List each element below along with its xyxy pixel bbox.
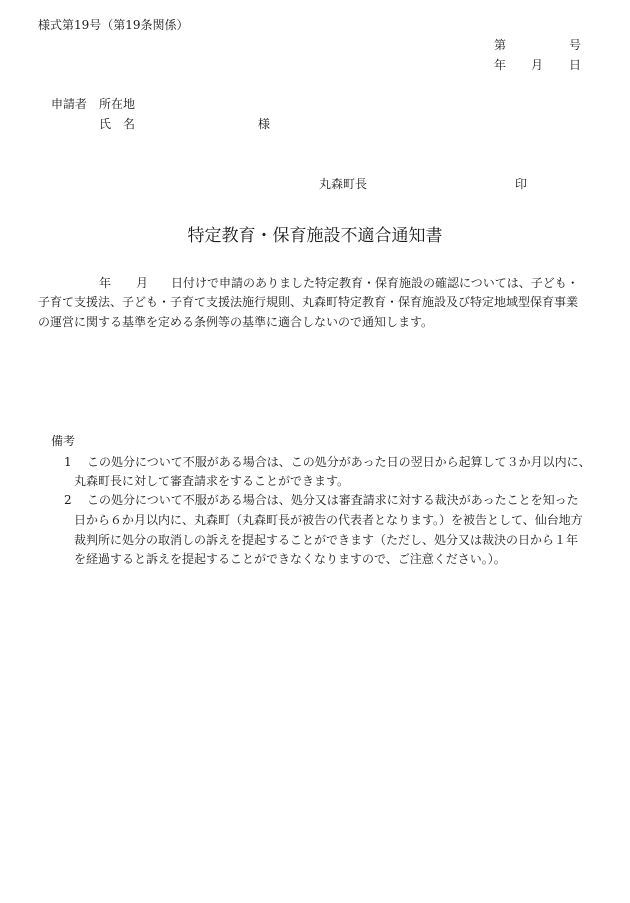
- body-line-2: 子育て支援法、子ども・子育て支援法施行規則、丸森町特定教育・保育施設及び特定地域型保育事業: [38, 295, 579, 309]
- honorific: 様: [258, 117, 271, 131]
- note-1-line-1: この処分について不服がある場合は、この処分があった日の翌日から起算して３か月以内に、: [87, 455, 591, 469]
- note-1-line-2: 丸森町長に対して審査請求をすることができます。: [74, 474, 350, 488]
- body-month: 月: [136, 276, 149, 290]
- name-label: 氏 名: [99, 117, 136, 131]
- notes-heading: 備考: [51, 434, 76, 448]
- note-2-line-3: 裁判所に処分の取消しの訴えを提起することができます（ただし、処分又は裁決の日から１年: [74, 533, 579, 547]
- note-1-number: 1: [64, 455, 72, 469]
- body-line-3: の運営に関する基準を定める条例等の基準に適合しないので通知します。: [38, 315, 434, 329]
- note-2-number: 2: [64, 493, 72, 507]
- body-line-1: 日付けで申請のありました特定教育・保育施設の確認については、子ども・: [171, 276, 579, 290]
- note-2-line-2: 日から６か月以内に、丸森町（丸森町長が被告の代表者となります。）を被告として、仙台地方: [74, 513, 583, 527]
- note-2-line-1: この処分について不服がある場合は、処分又は審査請求に対する裁決があったことを知った: [87, 493, 579, 507]
- date-year: 年: [494, 58, 507, 72]
- document-title: 特定教育・保育施設不適合通知書: [187, 226, 443, 246]
- doc-number-prefix: 第: [494, 38, 507, 52]
- date-day: 日: [569, 58, 582, 72]
- form-label: 様式第19号（第19条関係）: [38, 18, 189, 32]
- note-2-line-4: を経過すると訴えを提起することができなくなりますので、ご注意ください。）。: [74, 552, 506, 566]
- seal-mark: 印: [515, 177, 528, 191]
- applicant-label: 申請者: [51, 97, 88, 111]
- date-month: 月: [531, 58, 544, 72]
- address-label: 所在地: [99, 97, 136, 111]
- doc-number-suffix: 号: [569, 38, 582, 52]
- issuer-name: 丸森町長: [319, 177, 368, 191]
- body-year: 年: [99, 276, 112, 290]
